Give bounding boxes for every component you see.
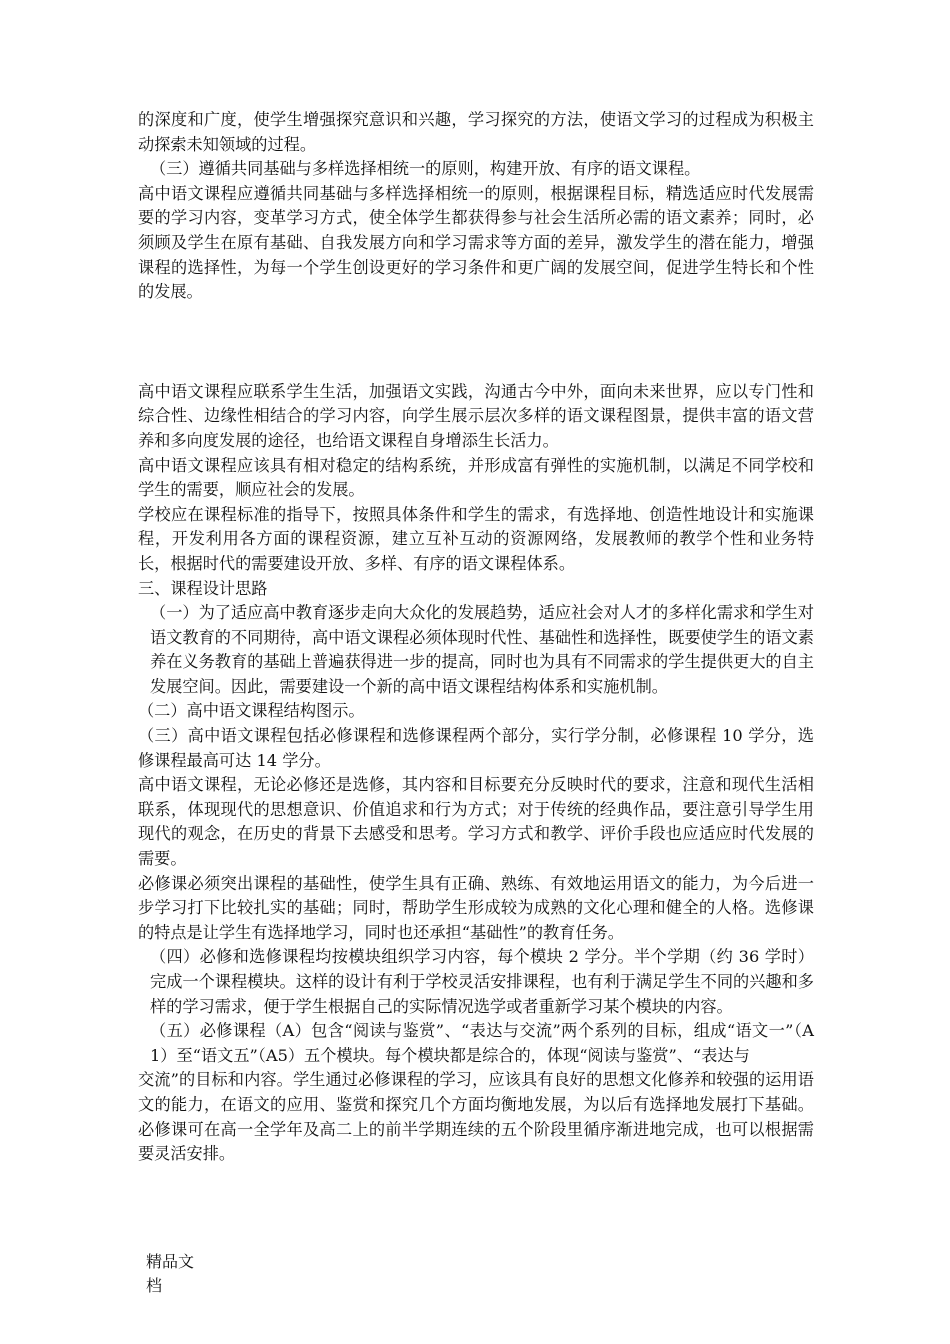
section-heading-design: 三、课程设计思路 [138,578,268,598]
footer-label: 精品文档 [146,1252,195,1295]
blank-gap [138,305,814,380]
paragraph-design-three: （三）高中语文课程包括必修课程和选修课程两个部分，实行学分制，必修课程 10 学分，选修课程最高可达 14 学分。 [138,726,814,770]
paragraph-design-one: （一）为了适应高中教育逐步走向大众化的发展趋势，适应社会对人才的多样化需求和学生对语文教育的不同期待，高中语文课程必须体现时代性、基础性和选择性，既要使学生的语文素养在义务教育的基础上普遍获得进一步的提高，同时也为具有不同需求的学生提供更大的自主发展空间。因此，需要建设一个新的高中语文课程结构体系和实施机制。 [150,603,814,696]
paragraph-design-five: （五）必修课程（A）包含“阅读与鉴赏”、“表达与交流”两个系列的目标，组成“语文一”（A1）至“语文五”（A5）五个模块。每个模块都是综合的，体现“阅读与鉴赏”、“表达与 [150,1021,814,1065]
paragraph-design-four: （四）必修和选修课程均按模块组织学习内容，每个模块 2 学分。半个学期（约 36 学时）完成一个课程模块。这样的设计有利于学校灵活安排课程，也有利于满足学生不同的兴趣和多样的学习需求，便于学生根据自己的实际情况选学或者重新学习某个模块的内容。 [150,947,814,1016]
paragraph-design-five-cont: 交流”的目标和内容。学生通过必修课程的学习，应该具有良好的思想文化修养和较强的运用语文的能力，在语文的应用、鉴赏和探究几个方面均衡地发展，为以后有选择地发展打下基础。必修课可在高一全学年及高二上的前半学期连续的五个阶段里循序渐进地完成，也可以根据需要灵活安排。 [138,1070,814,1164]
paragraph-structure-system: 高中语文课程应该具有相对稳定的结构系统，并形成富有弹性的实施机制，以满足不同学校和学生的需要，顺应社会的发展。 [138,455,814,500]
document-body [138,108,814,1167]
paragraph-principle-three: （三）遵循共同基础与多样选择相统一的原则，构建开放、有序的语文课程。 [150,159,701,179]
paragraph-continuation: 的深度和广度，使学生增强探究意识和兴趣，学习探究的方法，使语文学习的过程成为积极主动探索未知领域的过程。 [138,110,814,154]
paragraph-common-foundation: 高中语文课程应遵循共同基础与多样选择相统一的原则，根据课程目标，精选适应时代发展需要的学习内容，变革学习方式，使全体学生都获得参与社会生活所必需的语文素养；同时，必须顾及学生在原有基础、自我发展方向和学习需求等方面的差异，激发学生的潜在能力，增强课程的选择性，为每一个学生创设更好的学习条件和更广阔的发展空间，促进学生特长和个性的发展。 [138,183,814,302]
paragraph-school-implementation: 学校应在课程标准的指导下，按照具体条件和学生的需求，有选择地、创造性地设计和实施课程，开发利用各方面的课程资源，建立互补互动的资源网络，发展教师的教学个性和业务特长，根据时代的需要建设开放、多样、有序的语文课程体系。 [138,504,814,573]
paragraph-design-two: （二）高中语文课程结构图示。 [138,701,365,721]
paragraph-modern-requirements: 高中语文课程，无论必修还是选修，其内容和目标要充分反映时代的要求，注意和现代生活相联系，体现现代的思想意识、价值追求和行为方式；对于传统的经典作品，要注意引导学生用现代的观念，在历史的背景下去感受和思考。学习方式和教学、评价手段也应适应时代发展的需要。 [138,775,814,869]
paragraph-required-course: 必修课必须突出课程的基础性，使学生具有正确、熟练、有效地运用语文的能力，为今后进一步学习打下比较扎实的基础；同时，帮助学生形成较为成熟的文化心理和健全的人格。选修课的特点是让学生有选择地学习，同时也还承担“基础性”的教育任务。 [138,873,814,942]
paragraph-student-life: 高中语文课程应联系学生生活，加强语文实践，沟通古今中外，面向未来世界，应以专门性和综合性、边缘性相结合的学习内容，向学生展示层次多样的语文课程图景，提供丰富的语文营养和多向度发展的途径，也给语文课程自身增添生长活力。 [138,381,814,450]
